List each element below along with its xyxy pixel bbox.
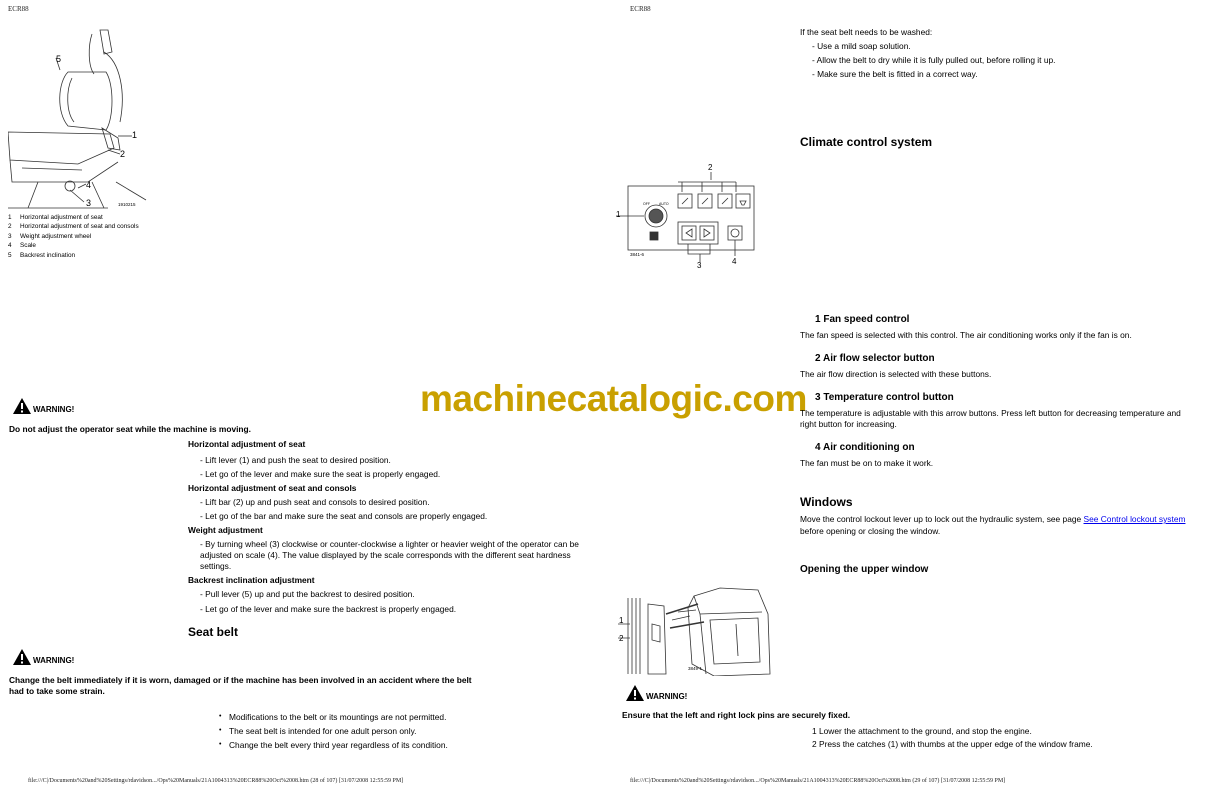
figure-code: 3841-6 [630, 252, 645, 257]
warning-text-2b: had to take some strain. [9, 686, 105, 696]
list-item: • Modifications to the belt or its mountings are not permitted. [219, 710, 448, 724]
callout-2: 2 [619, 634, 624, 643]
climate-panel-figure [616, 163, 756, 270]
subsection-title-opening: Opening the upper window [800, 564, 929, 575]
heading-weight: Weight adjustment [188, 525, 263, 535]
belt-bullet-list [219, 710, 448, 752]
item-text: The fan speed is selected with this control. The air conditioning works only if the fan is on. [800, 330, 1132, 340]
callout-1: 1 [132, 130, 138, 140]
warning-block-2 [12, 648, 74, 666]
warning-text-1: Do not adjust the operator seat while the machine is moving. [9, 424, 251, 434]
heading-horizontal-seat: Horizontal adjustment of seat [188, 439, 306, 449]
step-text: adjusted on scale (4). The value displayed by the scale corresponds with the different seat hardness [200, 550, 571, 560]
callout-3: 3 [697, 261, 702, 270]
warning-block-1 [12, 397, 74, 415]
page-header-left: ECR88 [8, 5, 29, 13]
step-text: - Let go of the lever and make sure the backrest is properly engaged. [200, 604, 457, 614]
step-item: 1 Lower the attachment to the ground, and stop the engine. [812, 726, 1032, 736]
warning-icon [625, 684, 645, 702]
warning-icon [12, 648, 32, 666]
step-text: - Lift lever (1) and push the seat to desired position. [200, 455, 391, 465]
step-text: - By turning wheel (3) clockwise or counter-clockwise a lighter or heavier weight of the operator can be [200, 539, 579, 549]
figure-code: 3849-1 [688, 666, 703, 671]
callout-4: 4 [732, 257, 737, 266]
callout-4: 4 [86, 180, 92, 190]
item-text: right button for increasing. [800, 419, 897, 429]
windows-text-2: before opening or closing the window. [800, 526, 941, 536]
windows-text: Move the control lockout lever up to lock out the hydraulic system, see page See Control lockout system [800, 514, 1186, 524]
item-title: 2 Air flow selector button [815, 353, 935, 364]
legend-item: 1 Horizontal adjustment of seat [8, 214, 103, 221]
legend-item: 4 Scale [8, 242, 36, 250]
step-text: - Lift bar (2) up and push seat and consols to desired position. [200, 497, 430, 507]
figure-code: 1910215 [118, 202, 136, 207]
step-text: - Pull lever (5) up and put the backrest to desired position. [200, 589, 415, 599]
heading-backrest: Backrest inclination adjustment [188, 575, 315, 585]
page-header-right: ECR88 [630, 5, 651, 13]
item-title: 3 Temperature control button [815, 392, 954, 403]
seat-figure [8, 22, 148, 214]
item-title: 1 Fan speed control [815, 314, 910, 325]
cab-window-figure [618, 584, 774, 676]
section-title-climate: Climate control system [800, 135, 933, 149]
warning-block-3 [625, 684, 687, 702]
wash-item: - Make sure the belt is fitted in a correct way. [812, 69, 978, 79]
warning-label: WARNING! [33, 656, 75, 665]
warning-text-3: Ensure that the left and right lock pins are securely fixed. [622, 710, 851, 720]
warning-label: WARNING! [646, 692, 688, 701]
fan-off-label: OFF [643, 202, 650, 206]
watermark: machinecatalogic.com [420, 378, 807, 419]
section-title-seat-belt: Seat belt [188, 625, 239, 639]
control-lockout-link[interactable]: See Control lockout system [1083, 514, 1186, 524]
wash-item: - Use a mild soap solution. [812, 41, 911, 51]
callout-3: 3 [86, 198, 92, 208]
wash-intro: If the seat belt needs to be washed: [800, 27, 933, 37]
section-title-windows: Windows [800, 495, 853, 509]
warning-label: WARNING! [33, 405, 75, 414]
step-text: - Let go of the lever and make sure the seat is properly engaged. [200, 469, 441, 479]
callout-1: 1 [616, 210, 621, 219]
seat-legend [8, 213, 139, 260]
callout-5: 5 [56, 54, 62, 64]
item-title: 4 Air conditioning on [815, 442, 915, 453]
step-item: 2 Press the catches (1) with thumbs at the upper edge of the window frame. [812, 739, 1093, 749]
warning-icon [12, 397, 32, 415]
callout-1: 1 [619, 616, 624, 625]
item-text: The air flow direction is selected with these buttons. [800, 369, 992, 379]
list-item: • Change the belt every third year regardless of its condition. [219, 738, 448, 752]
legend-item: 3 Weight adjustment wheel [8, 232, 92, 240]
fan-auto-label: AUTO [659, 202, 669, 206]
step-text: - Let go of the bar and make sure the seat and consols are properly engaged. [200, 511, 488, 521]
warning-text-2a: Change the belt immediately if it is worn, damaged or if the machine has been involved in an accident where the belt [9, 675, 472, 685]
page-footer-right: file:///C|/Documents%20and%20Settings/rdavidson.../Ops%20Manuals/21A1004313%20ECR88%20Oct%2008.htm (29 of 107) [31/07/2008 12:55:59 PM] [630, 778, 1006, 784]
legend-item: 2 Horizontal adjustment of seat and consols [8, 223, 139, 231]
heading-horizontal-consols: Horizontal adjustment of seat and consols [188, 483, 357, 493]
item-text: The temperature is adjustable with this arrow buttons. Press left button for decreasing temperature and [800, 408, 1181, 418]
wash-item: - Allow the belt to dry while it is fully pulled out, before rolling it up. [812, 55, 1056, 65]
list-item: • The seat belt is intended for one adult person only. [219, 724, 448, 738]
callout-2: 2 [120, 149, 126, 159]
page-footer-left: file:///C|/Documents%20and%20Settings/rdavidson.../Ops%20Manuals/21A1004313%20ECR88%20Oct%2008.htm (28 of 107) [31/07/2008 12:55:59 PM] [28, 778, 404, 784]
callout-2: 2 [708, 163, 713, 172]
legend-item: 5 Backrest inclination [8, 251, 76, 259]
item-text: The fan must be on to make it work. [800, 458, 934, 468]
step-text: settings. [200, 561, 232, 571]
